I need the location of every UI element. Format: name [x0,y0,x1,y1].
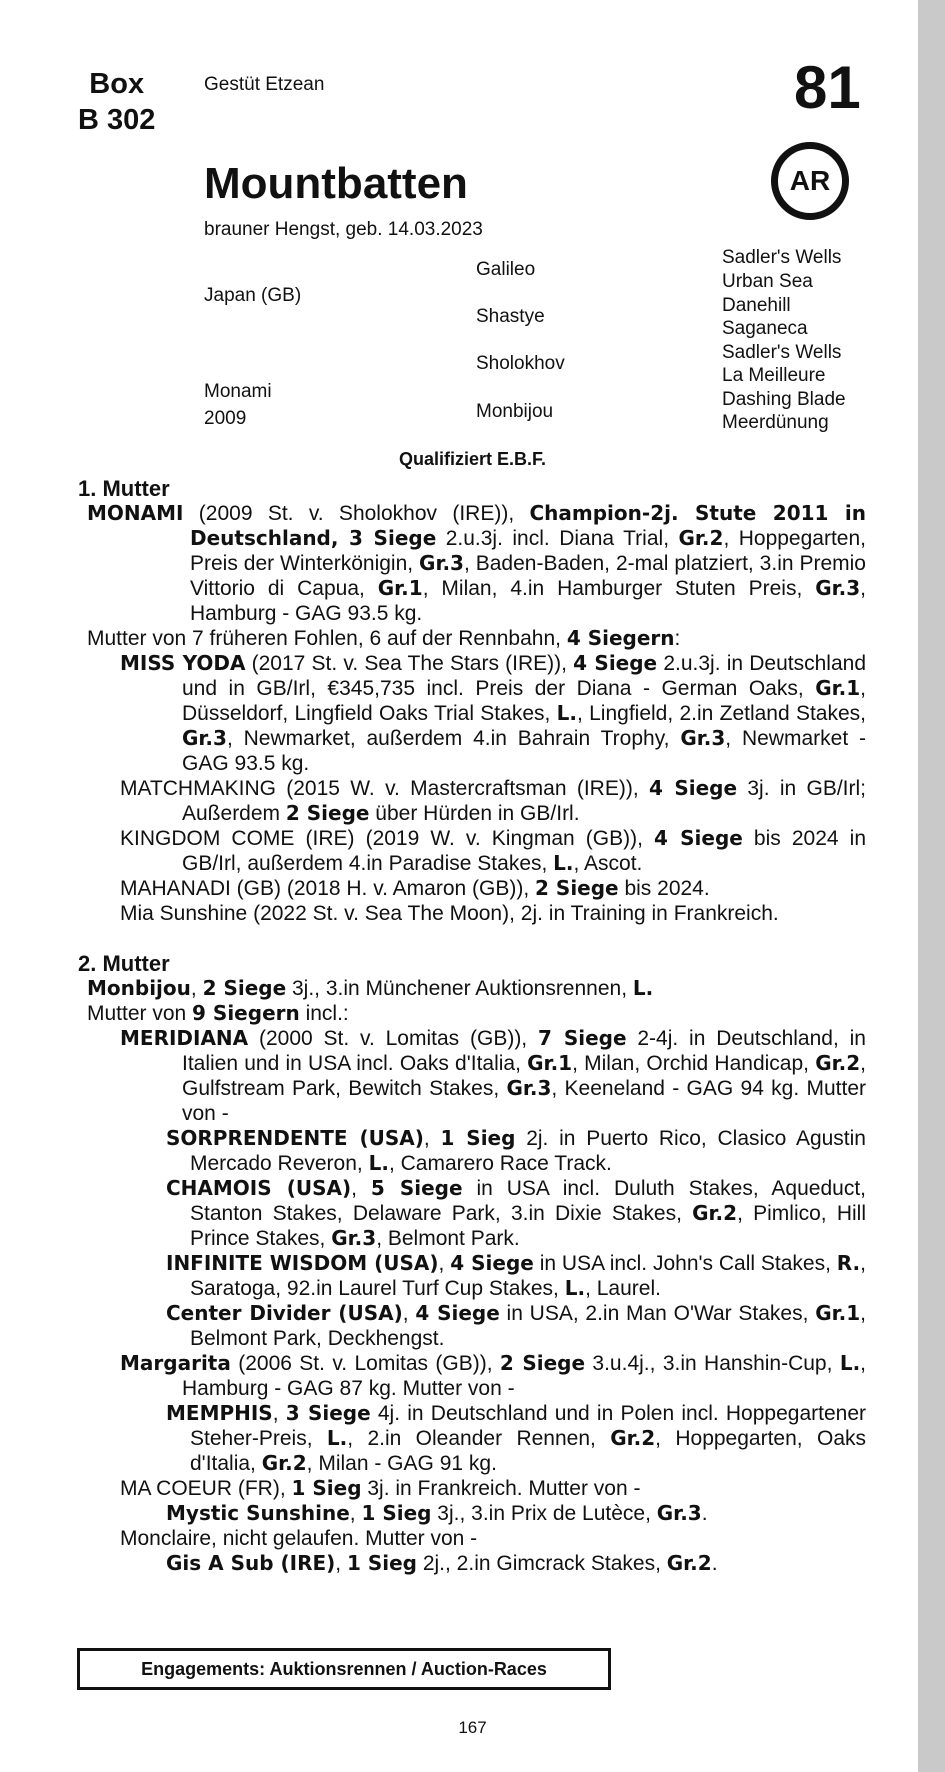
text-run: in USA incl. John's Call Stakes, [533,1252,837,1275]
text-run: , Milan, Orchid Handicap, [572,1052,816,1075]
text-run: 3j., 3.in Münchener Auktionsrennen, [286,977,633,1000]
text-run: 4j. in Deutschland und in Polen incl. Hoppegartener Steher-Preis, [190,1402,866,1450]
bold-text-run: 1 Sieg [440,1126,516,1150]
text-run: 2j., 2.in Gimcrack Stakes, [417,1552,667,1575]
text-run: , Milan - GAG 91 kg. [306,1452,497,1475]
bold-text-run: Gr.3 [506,1076,552,1100]
bold-text-run: Mystic Sunshine [166,1501,350,1525]
bold-text-run: 4 Siege [415,1301,500,1325]
text-run: 2-4j. in Deutschland, in Italien und in USA incl. Oaks d'Italia, [182,1027,866,1075]
bold-text-run: L. [368,1151,389,1175]
horse-name: Mountbatten [204,159,468,208]
text-run: , Hoppegarten, Preis der Winterkönigin, [190,527,866,575]
bold-text-run: 9 Siegern [192,1001,300,1025]
text-run: 3j. in Frankreich. Mutter von - [361,1477,641,1500]
bold-text-run: 2 Siege [535,876,619,900]
qualification: Qualifiziert E.B.F. [398,449,547,469]
engagements-box: Engagements: Auktionsrennen / Auction-Races [77,1648,611,1690]
pedigree-great-grandparent: Danehill [722,295,791,316]
text-run: , Hamburg - GAG 87 kg. Mutter von - [182,1352,867,1400]
text-run: , [351,1177,371,1200]
bold-text-run: L. [564,1276,586,1300]
bold-text-run: Gis A Sub (IRE) [166,1551,336,1575]
text-run: Monclaire, nicht gelaufen. Mutter von - [120,1527,478,1550]
bold-text-run: MISS YODA [120,651,246,675]
text-run: , Newmarket, außerdem 4.in Bahrain Trophy, [226,727,681,750]
pedigree-great-grandparent: Saganeca [722,318,808,339]
bold-text-run: Gr.2 [815,1051,861,1075]
text-run: Mia Sunshine (2022 St. v. Sea The Moon), 2j. in Training in Frankreich. [120,902,779,925]
bold-text-run: Gr.2 [261,1451,307,1475]
text-run: , [335,1552,347,1575]
text-run: (2009 St. v. Sholokhov (IRE)), [183,502,530,525]
bold-text-run: MERIDIANA [120,1026,249,1050]
grand-produce-item [78,1126,866,1176]
text-run: 2j. in Puerto Rico, Clasico Agustin Mercado Reveron, [190,1127,866,1175]
bold-text-run: Monbijou [87,976,191,1000]
pedigree-great-grandparent: Meerdünung [722,412,829,433]
bold-text-run: Gr.2 [692,1201,738,1225]
text-run: (2006 St. v. Lomitas (GB)), [230,1352,500,1375]
produce-item [78,901,866,926]
pedigree-great-grandparent: Sadler's Wells [722,342,842,363]
text-run: 3j. in GB/Irl; Außerdem [182,777,867,825]
text-run: , Hamburg - GAG 93.5 kg. [190,577,866,625]
second-dam-entry [78,976,866,1001]
bold-text-run: CHAMOIS (USA) [166,1176,352,1200]
text-run: , Lingfield, 2.in Zetland Stakes, [576,702,866,725]
text-run: MAHANADI (GB) (2018 H. v. Amaron (GB)), [120,877,536,900]
bold-text-run: Gr.3 [815,576,861,600]
bold-text-run: 1 Sieg [291,1476,362,1500]
bold-text-run: SORPRENDENTE (USA) [166,1126,424,1150]
text-run: 2.u.3j. incl. Diana Trial, [436,527,679,550]
bold-text-run: Gr.3 [331,1226,377,1250]
ar-badge: AR [771,142,849,220]
bold-text-run: 7 Siege [537,1026,627,1050]
grand-produce-item [78,1176,866,1251]
first-dam-entry [78,501,866,626]
bold-text-run: 4 Siegern [566,626,675,650]
page-edge-strip [918,0,945,1772]
bold-text-run: 2 Siege [499,1351,586,1375]
lot-number: 81 [794,54,861,121]
text-run: Mutter von [87,1002,193,1025]
bold-text-run: 1 Sieg [361,1501,432,1525]
pedigree-grandparent: Shastye [476,306,545,327]
text-run: , Belmont Park. [376,1227,520,1250]
text-run: , Hoppegarten, Oaks d'Italia, [190,1427,866,1475]
text-run: , Düsseldorf, Lingfield Oaks Trial Stakes, [182,677,866,725]
box-label [78,66,155,138]
text-run: MA COEUR (FR), [120,1477,292,1500]
text-run: 2.u.3j. in Deutschland und in GB/Irl, €345,735 incl. Preis der Diana - German Oaks, [182,652,867,700]
catalogue-text [78,476,866,1576]
text-run: in USA, 2.in Man O'War Stakes, [499,1302,816,1325]
text-run: (2017 St. v. Sea The Stars (IRE)), [245,652,574,675]
text-run: bis 2024 in GB/Irl, außerdem 4.in Paradise Stakes, [182,827,866,875]
bold-text-run: 4 Siege [648,776,738,800]
produce-item [78,1476,866,1501]
bold-text-run: L. [632,976,654,1000]
text-run: , Keeneland - GAG 94 kg. Mutter von - [182,1077,866,1125]
bold-text-run: 3 Siege [285,1401,371,1425]
pedigree-dam: Monami [204,381,272,402]
text-run: , Milan, 4.in Hamburger Stuten Preis, [422,577,816,600]
bold-text-run: Gr.3 [680,726,726,750]
bold-text-run: Gr.2 [610,1426,656,1450]
second-dam-produce-intro [78,1001,866,1026]
bold-text-run: L. [326,1426,348,1450]
produce-item [78,876,866,901]
text-run: , [402,1302,416,1325]
horse-description: brauner Hengst, geb. 14.03.2023 [204,219,483,240]
bold-text-run: Gr.1 [377,576,423,600]
text-run: , 2.in Oleander Rennen, [347,1427,611,1450]
produce-item [78,651,866,776]
bold-text-run: Center Divider (USA) [166,1301,403,1325]
pedigree-grandparent: Monbijou [476,401,554,422]
pedigree-grandparent: Galileo [476,259,536,280]
bold-text-run: Gr.1 [815,676,861,700]
text-run: , Pimlico, Hill Prince Stakes, [190,1202,866,1250]
text-run: bis 2024. [618,877,710,900]
text-run: KINGDOM COME (IRE) (2019 W. v. Kingman (GB)), [120,827,654,850]
bold-text-run: 4 Siege [573,651,658,675]
pedigree-sire: Japan (GB) [204,285,302,306]
bold-text-run: L. [556,701,577,725]
text-run: , [438,1252,451,1275]
bold-text-run: Gr.1 [527,1051,573,1075]
bold-text-run: Gr.3 [419,551,464,575]
pedigree-great-grandparent: Urban Sea [722,271,813,292]
text-run: 3.u.4j., 3.in Hanshin-Cup, [585,1352,840,1375]
text-run: , [272,1402,286,1425]
text-run: Mutter von 7 früheren Fohlen, 6 auf der Rennbahn, [87,627,567,650]
bold-text-run: Gr.1 [815,1301,861,1325]
produce-item [78,1526,866,1551]
text-run: , Laurel. [585,1277,661,1300]
text-run: incl.: [299,1002,349,1025]
page-number: 167 [458,1718,487,1737]
pedigree-grandparent: Sholokhov [476,353,565,374]
bold-text-run: INFINITE WISDOM (USA) [166,1251,439,1275]
pedigree-great-grandparent: Sadler's Wells [722,247,842,268]
text-run: , Ascot. [573,852,643,875]
produce-item [78,1026,866,1126]
bold-text-run: Margarita [120,1351,231,1375]
bold-text-run: Gr.3 [182,726,227,750]
text-run: , [423,1127,441,1150]
text-run: MATCHMAKING (2015 W. v. Mastercraftsman (IRE)), [120,777,649,800]
text-run: , Saratoga, 92.in Laurel Turf Cup Stakes, [190,1252,866,1300]
bold-text-run: L. [839,1351,861,1375]
bold-text-run: Gr.2 [666,1551,712,1575]
bold-text-run: 5 Siege [370,1176,463,1200]
bold-text-run: L. [553,851,574,875]
pedigree-dam-year: 2009 [204,408,247,429]
bold-text-run: 1 Sieg [346,1551,417,1575]
second-dam-heading: 2. Mutter [78,951,170,976]
grand-produce-item [78,1251,866,1301]
bold-text-run: R. [836,1251,861,1275]
text-run: , Gulfstream Park, Bewitch Stakes, [182,1052,866,1100]
first-dam-heading: 1. Mutter [78,476,170,501]
text-run: , [190,977,203,1000]
bold-text-run: Gr.3 [656,1501,702,1525]
box-number: B 302 [78,104,156,136]
pedigree-great-grandparent: La Meilleure [722,365,826,386]
text-run: in USA incl. Duluth Stakes, Aqueduct, Stanton Stakes, Delaware Park, 3.in Dixie Stakes, [190,1177,866,1225]
section-gap [78,926,866,951]
first-dam-produce-intro [78,626,866,651]
bold-text-run: 2 Siege [202,976,287,1000]
grand-produce-item [78,1301,866,1351]
bold-text-run: Champion-2j. Stute 2011 in Deutschland, 3 Siege [190,501,867,550]
bold-text-run: MONAMI [87,501,184,525]
grand-produce-item [78,1401,866,1476]
text-run: . [711,1552,718,1575]
pedigree-great-grandparent: Dashing Blade [722,389,846,410]
text-run: . [701,1502,708,1525]
bold-text-run: Gr.2 [678,526,724,550]
produce-item [78,826,866,876]
produce-item [78,776,866,826]
bold-text-run: 2 Siege [285,801,370,825]
bold-text-run: MEMPHIS [166,1401,273,1425]
text-run: : [674,627,681,650]
box-title: Box [89,68,145,100]
grand-produce-item [78,1501,866,1526]
text-run: , Camarero Race Track. [388,1152,612,1175]
text-run: , Baden-Baden, 2-mal platziert, 3.in Premio Vittorio di Capua, [190,552,866,600]
grand-produce-item [78,1551,866,1576]
text-run: , Belmont Park, Deckhengst. [190,1302,866,1350]
produce-item [78,1351,866,1401]
bold-text-run: 4 Siege [654,826,743,850]
bold-text-run: 4 Siege [450,1251,534,1275]
text-run: , Newmarket - GAG 93.5 kg. [182,727,866,775]
text-run: über Hürden in GB/Irl. [369,802,580,825]
text-run: , [349,1502,362,1525]
text-run: (2000 St. v. Lomitas (GB)), [248,1027,538,1050]
breeder: Gestüt Etzean [204,74,325,95]
text-run: 3j., 3.in Prix de Lutèce, [431,1502,657,1525]
